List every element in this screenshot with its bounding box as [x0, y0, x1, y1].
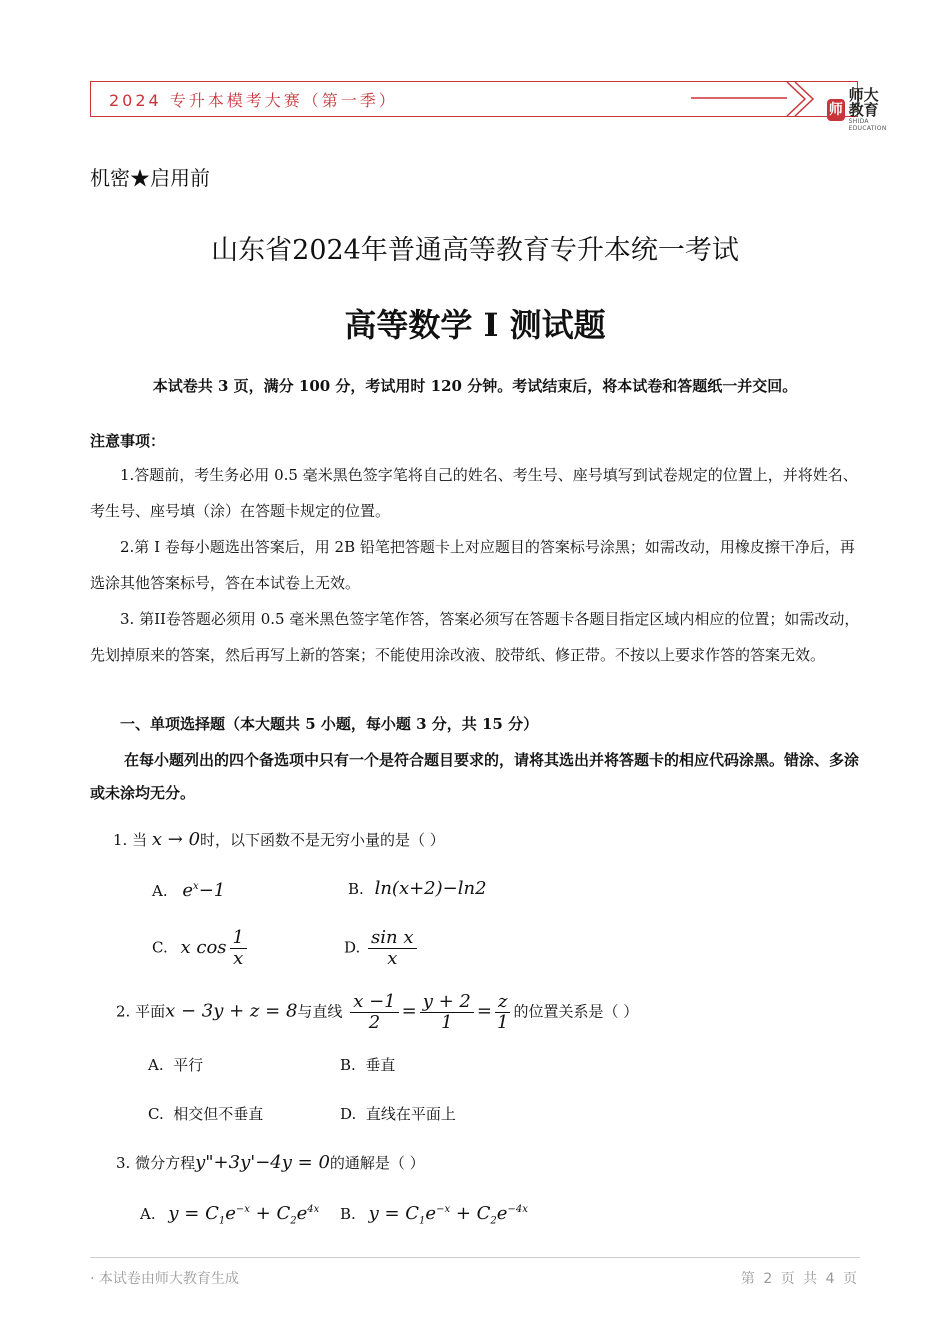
note-item-2: 2.第 I 卷每小题选出答案后，用 2B 铅笔把答题卡上对应题目的答案标号涂黑；如需改动，用橡皮擦干净后，再选涂其他答案标号，答在本试卷上无效。	[90, 538, 855, 592]
question-1: 1. 当 x → 0时，以下函数不是无穷小量的是（ ）	[113, 829, 445, 850]
exam-intro: 本试卷共 3 页，满分 100 分，考试用时 120 分钟。考试结束后，将本试卷和答题纸一并交回。	[152, 377, 798, 395]
logo-name: 师大教育	[848, 86, 879, 119]
chevron-arrows-icon	[691, 80, 831, 120]
q2-option-a[interactable]: A. 平行	[148, 1056, 204, 1074]
q3-option-a[interactable]: A. $y = C_1e^{-x} + C_2e^{4x}$	[140, 1203, 320, 1227]
logo-badge: 师	[827, 99, 845, 121]
question-3: 3. 微分方程y"+3y'−4y = 0的通解是（ ）	[116, 1152, 425, 1173]
paper-title: 高等数学 I 测试题	[344, 306, 606, 344]
footer-divider	[90, 1257, 860, 1258]
note-item-1: 1.答题前，考生务必用 0.5 毫米黑色签字笔将自己的姓名、考生号、座号填写到试卷规定的位置上，并将姓名、考生号、座号填（涂）在答题卡规定的位置。	[90, 466, 858, 520]
q1-option-c[interactable]: C. x cos $\frac{1}{x}$	[152, 928, 250, 969]
question-number: 1.	[113, 831, 128, 849]
question-number: 2.	[116, 1002, 131, 1021]
q2-option-d[interactable]: D. 直线在平面上	[340, 1105, 456, 1123]
header-banner	[90, 81, 887, 132]
footer-source: · 本试卷由师大教育生成	[90, 1271, 239, 1287]
question-number: 3.	[116, 1154, 131, 1172]
section-description: 在每小题列出的四个备选项中只有一个是符合题目要求的，请将其选出并将答题卡的相应代码涂黑。错涂、多涂或未涂均无分。	[90, 751, 860, 802]
q1-option-a[interactable]: A. $e^x-1$	[152, 880, 226, 901]
logo-english: SHIDA EDUCATION	[848, 118, 887, 132]
question-2: 2. 平面x − 3y + z = 8与直线 $\frac{x -1}{2}$ = $\frac{y + 2}{1}$ = $\frac{z}{1}$ 的位置关系是（ ）	[116, 991, 639, 1033]
math-expression: x → 0	[151, 829, 201, 850]
banner-title: 2024 专升本模考大赛（第一季）	[109, 91, 398, 110]
exam-title: 山东省2024年普通高等教育专升本统一考试	[211, 235, 739, 266]
q3-option-b[interactable]: B. $y = C_1e^{-x} + C_2e^{-4x}$	[340, 1203, 528, 1227]
q1-option-b[interactable]: B. ln(x+2)−ln2	[348, 878, 487, 899]
confidential-label: 机密★启用前	[90, 166, 210, 190]
q2-option-c[interactable]: C. 相交但不垂直	[148, 1105, 264, 1123]
note-item-3: 3. 第II卷答题必须用 0.5 毫米黑色签字笔作答，答案必须写在答题卡各题目指定区域内相应的位置；如需改动，先划掉原来的答案，然后再写上新的答案；不能使用涂改液、胶带纸、修正带。不按以上要求作答的答案无效。	[90, 610, 860, 664]
q2-option-b[interactable]: B. 垂直	[340, 1056, 396, 1074]
section-title: 一、单项选择题（本大题共 5 小题，每小题 3 分，共 15 分）	[120, 715, 539, 733]
page-number: 第 2 页 共 4 页	[740, 1271, 859, 1287]
brand-logo	[827, 88, 893, 132]
notes-heading: 注意事项：	[90, 432, 166, 450]
q1-option-d[interactable]: D. $\frac{\text{sin x}}{x}$	[344, 928, 420, 969]
